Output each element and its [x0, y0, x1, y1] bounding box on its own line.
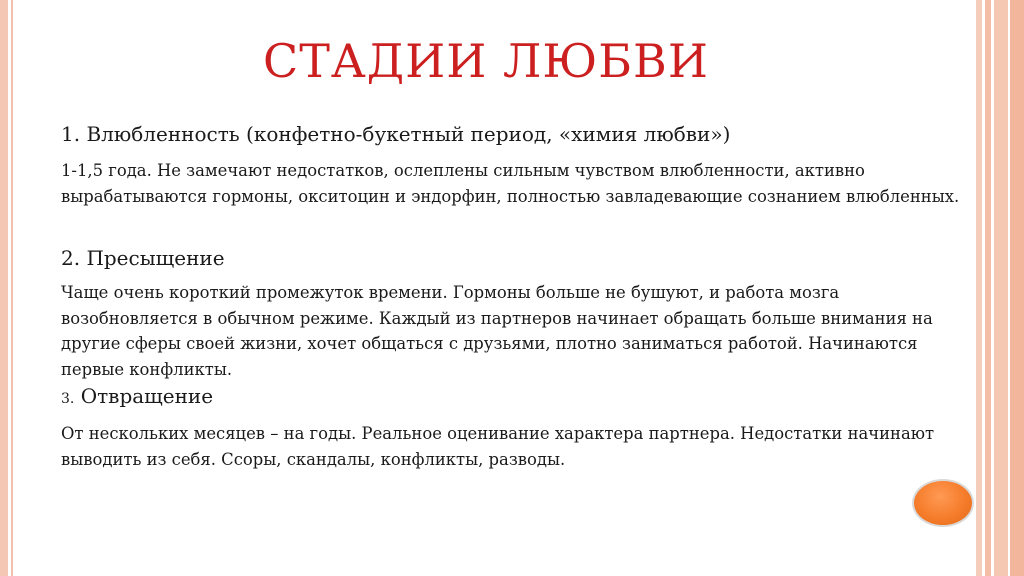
section-heading-3-number: 3. [61, 391, 75, 407]
left-border-line [11, 0, 13, 576]
orange-circle-decoration [912, 479, 974, 527]
left-border-decoration [0, 0, 8, 576]
section-heading-3-label: Отвращение [80, 384, 214, 408]
right-stripe-5 [994, 0, 1008, 576]
section-heading-3 [61, 384, 213, 408]
slide-title: СТАДИИ ЛЮБВИ [263, 34, 709, 88]
section-text-3: От нескольких месяцев – на годы. Реальное оценивание характера партнера. Недостатки начинают выводить из себя. Ссоры, скандалы, конфликты, разводы. [61, 424, 935, 469]
section-heading-1: 1. Влюбленность (конфетно-букетный период, «химия любви») [61, 122, 731, 146]
section-text-1: 1-1,5 года. Не замечают недостатков, ослеплены сильным чувством влюбленности, активно вырабатываются гормоны, окситоцин и эндорфин, полностью завладевающие сознанием влюбленных. [61, 161, 960, 206]
section-heading-2: 2. Пресыщение [61, 246, 225, 270]
section-text-2: Чаще очень короткий промежуток времени. Гормоны больше не бушуют, и работа мозга возобновляется в обычном режиме. Каждый из партнеров начинает обращать больше внимания на другие сферы своей жизни, хочет общаться с друзьями, плотно заниматься работой. Начинаются первые конфликты. [61, 283, 933, 379]
right-stripe-7 [1010, 0, 1024, 576]
